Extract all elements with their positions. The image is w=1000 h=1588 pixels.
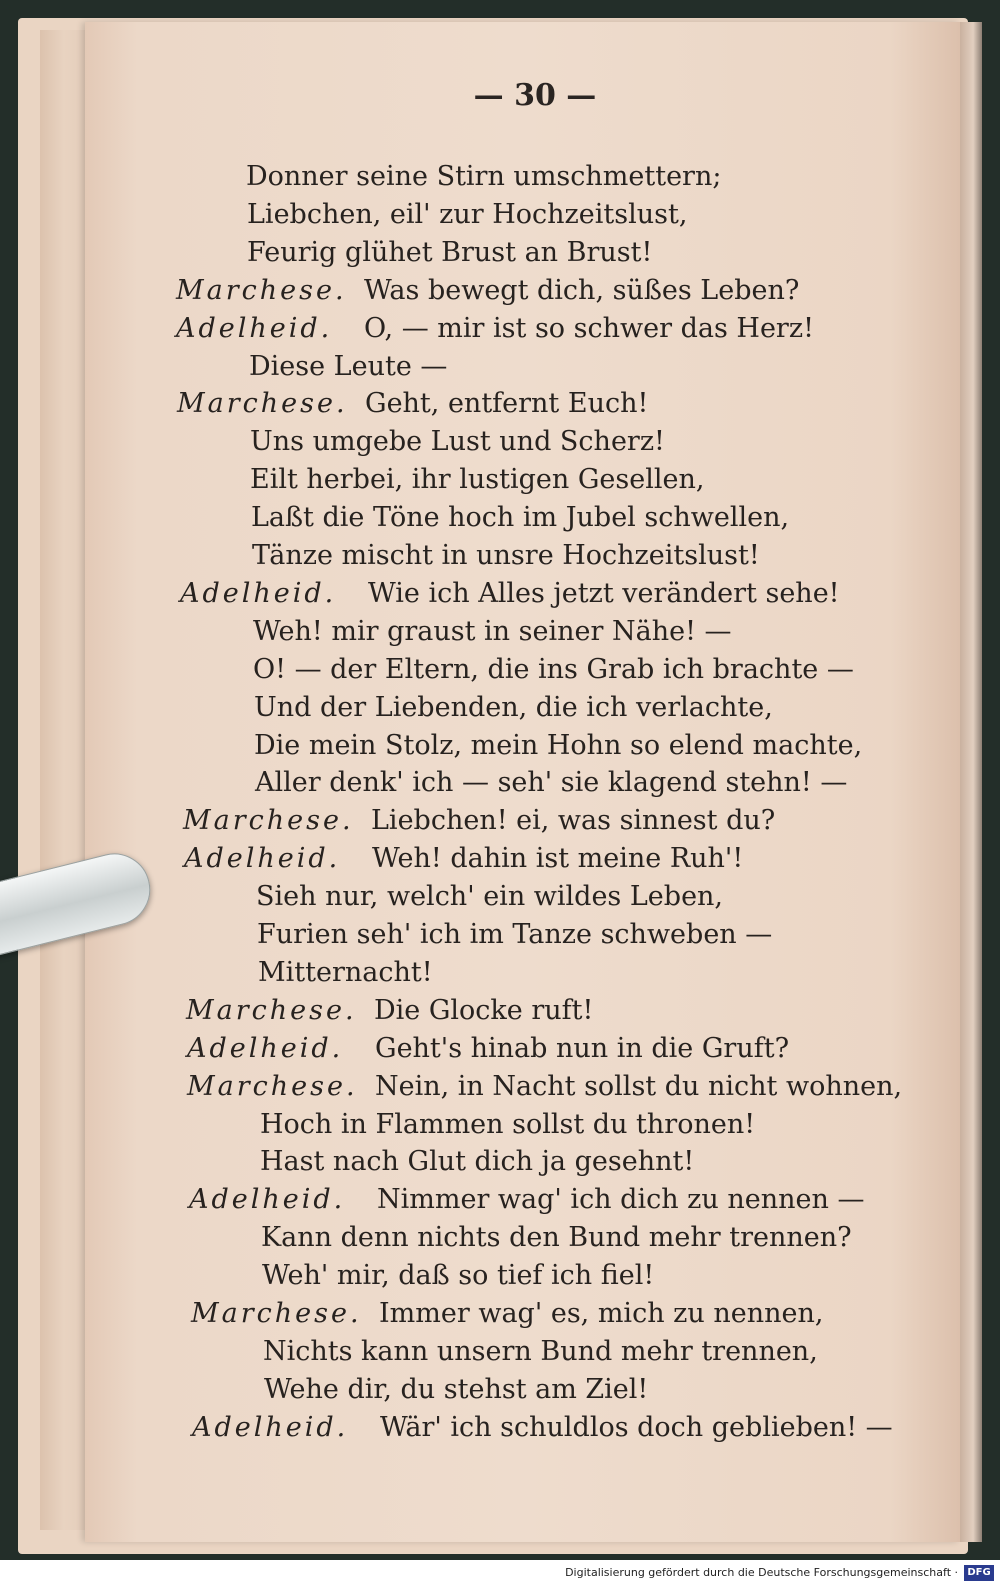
dialogue-line: Immer wag' es, mich zu nennen, [379, 1298, 824, 1329]
dialogue-line: Die Glocke ruft! [374, 994, 594, 1026]
page-number: — 30 — [473, 78, 597, 113]
speaker-name: Adelheid. [187, 1032, 344, 1064]
dialogue-line: Wie ich Alles jetzt verändert sehe! [368, 577, 840, 609]
dialogue-line: Nein, in Nacht sollst du nicht wohnen, [375, 1070, 903, 1102]
verse-line: Tänze mischt in unsre Hochzeitslust! [252, 540, 760, 571]
dialogue-line: Was bewegt dich, süßes Leben? [364, 274, 800, 306]
speaker-name: Marchese. [183, 805, 354, 837]
verse-line: Liebchen, eil' zur Hochzeitslust, [247, 198, 688, 230]
speaker-name: Adelheid. [180, 577, 337, 609]
verse-line: Feurig glühet Brust an Brust! [247, 236, 653, 268]
footer-bar [0, 1560, 1000, 1588]
dialogue-line: Liebchen! ei, was sinnest du? [371, 805, 776, 837]
speaker-name: Marchese. [176, 274, 347, 306]
verse-line: Die mein Stolz, mein Hohn so elend machte, [254, 729, 863, 761]
verse-line: Hoch in Flammen sollst du thronen! [260, 1108, 756, 1140]
dialogue-line: Wär' ich schuldlos doch geblieben! — [380, 1411, 893, 1443]
dialogue-line: Geht, entfernt Euch! [365, 388, 649, 420]
verse-line: Furien seh' ich im Tanze schweben — [257, 919, 773, 950]
verse-line: Hast nach Glut dich ja gesehnt! [260, 1146, 695, 1178]
verse-line: Laßt die Töne hoch im Jubel schwellen, [251, 502, 790, 534]
speaker-name: Adelheid. [176, 312, 333, 344]
verse-line: Wehe dir, du stehst am Ziel! [264, 1373, 649, 1405]
verse-line: Diese Leute — [249, 350, 448, 382]
dialogue-line: O, — mir ist so schwer das Herz! [364, 312, 814, 344]
verse-line: Kann denn nichts den Bund mehr trennen? [261, 1222, 852, 1254]
speaker-name: Marchese. [187, 1070, 358, 1102]
verse-line: Weh! mir graust in seiner Nähe! — [253, 615, 732, 647]
verse-line: Mitternacht! [258, 956, 433, 988]
dialogue-line: Weh! dahin ist meine Ruh'! [372, 843, 744, 875]
verse-line: Donner seine Stirn umschmettern; [246, 161, 722, 192]
speaker-name: Adelheid. [189, 1184, 346, 1216]
speaker-name: Adelheid. [192, 1411, 349, 1443]
verse-line: Aller denk' ich — seh' sie klagend stehn! — [255, 767, 848, 799]
verse-line: Uns umgebe Lust und Scherz! [250, 426, 665, 458]
speaker-name: Marchese. [177, 388, 348, 420]
digitization-credit: Digitalisierung gefördert durch die Deutsche Forschungsgemeinschaft · [565, 1566, 958, 1579]
speaker-name: Marchese. [186, 994, 357, 1026]
speaker-name: Adelheid. [184, 843, 341, 875]
verse-line: Nichts kann unsern Bund mehr trennen, [263, 1335, 818, 1367]
verse-line: Sieh nur, welch' ein wildes Leben, [256, 881, 724, 913]
dialogue-line: Nimmer wag' ich dich zu nennen — [377, 1184, 865, 1216]
verse-line: O! — der Eltern, die ins Grab ich brachte — [253, 653, 854, 685]
dialogue-line: Geht's hinab nun in die Gruft? [375, 1032, 790, 1064]
dfg-logo: DFG [964, 1565, 994, 1581]
verse-line: Und der Liebenden, die ich verlachte, [254, 691, 773, 723]
speaker-name: Marchese. [191, 1298, 362, 1329]
verse-line: Eilt herbei, ihr lustigen Gesellen, [250, 464, 705, 496]
verse-line: Weh' mir, daß so tief ich fiel! [262, 1260, 655, 1292]
